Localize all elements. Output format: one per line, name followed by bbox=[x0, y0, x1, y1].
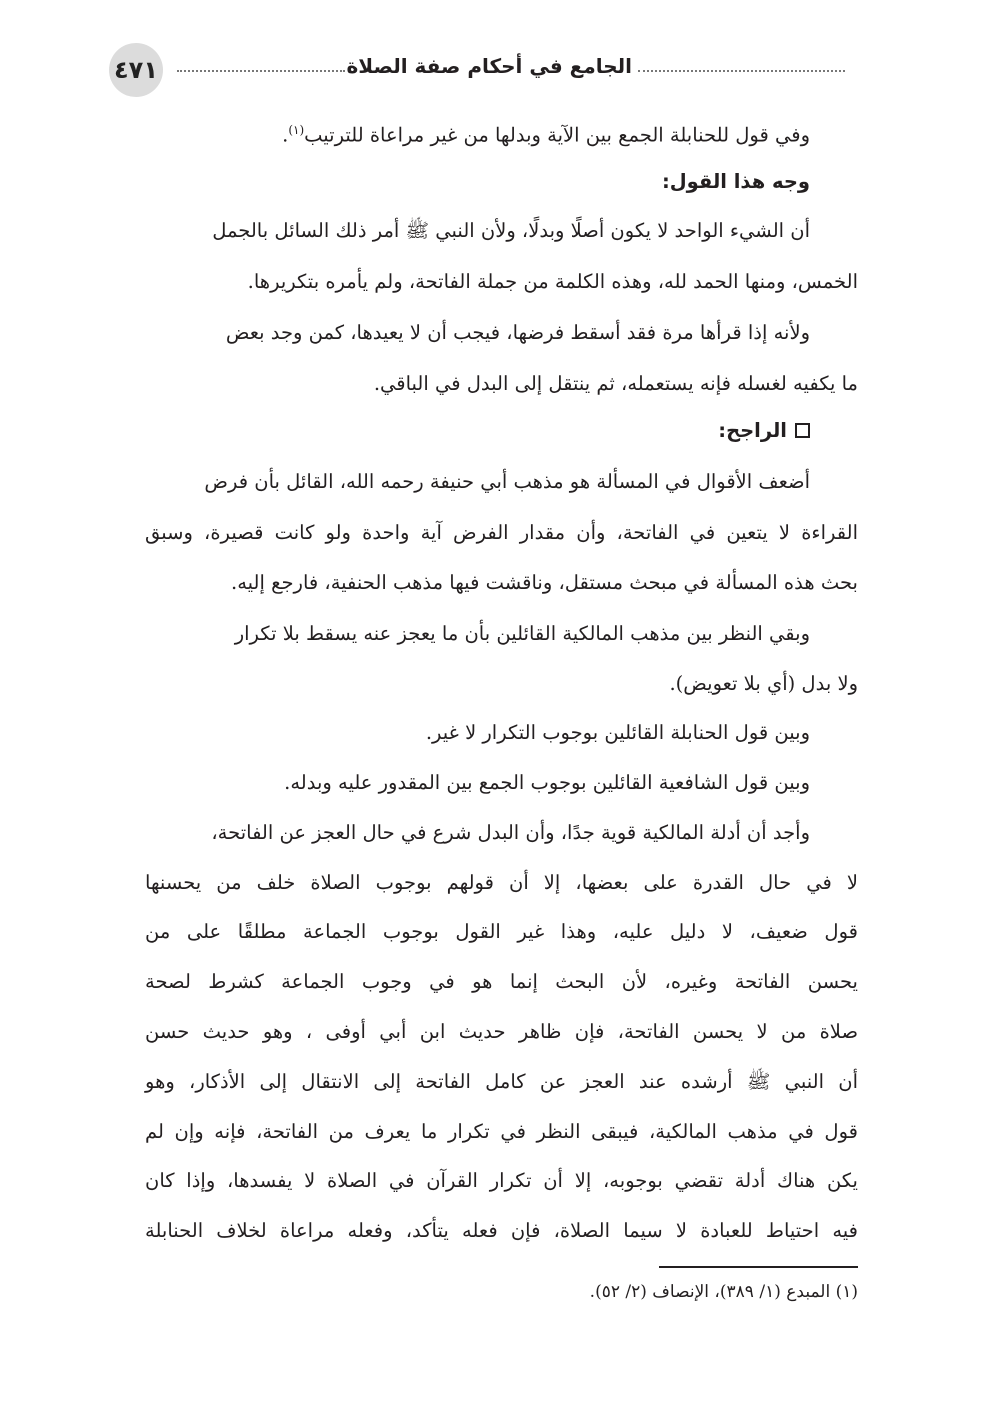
paragraph-line: القراءة لا يتعين في الفاتحة، وأن مقدار الفرض آية واحدة ولو كانت قصيرة، وسبق bbox=[145, 521, 858, 544]
paragraph-line: وبين قول الحنابلة القائلين بوجوب التكرار لا غير. bbox=[425, 721, 810, 744]
paragraph-line: وأجد أن أدلة المالكية قوية جدًا، وأن البدل شرع في حال العجز عن الفاتحة، bbox=[211, 821, 810, 844]
paragraph-line: ما يكفيه لغسله فإنه يستعمله، ثم ينتقل إلى البدل في الباقي. bbox=[373, 372, 858, 395]
paragraph-line: يحسن الفاتحة وغيره، لأن البحث إنما هو في وجوب الجماعة كشرط لصحة bbox=[145, 970, 858, 993]
paragraph-line: بحث هذه المسألة في مبحث مستقل، وناقشت فيها مذهب الحنفية، فارجع إليه. bbox=[231, 571, 858, 594]
paragraph-line: قول ضعيف، لا دليل عليه، وهذا غير القول بوجوب الجماعة مطلقًا على من bbox=[145, 920, 858, 943]
paragraph-line: ولا بدل (أي بلا تعويض). bbox=[669, 672, 858, 695]
footnote: (١) المبدع (١/ ٣٨٩)، الإنصاف (٢/ ٥٢). bbox=[589, 1282, 858, 1302]
paragraph-line: قول في مذهب المالكية، فيبقى النظر في تكرار ما يعرف من الفاتحة، فإنه وإن لم bbox=[145, 1120, 858, 1143]
paragraph-line: وبين قول الشافعية القائلين بوجوب الجمع بين المقدور عليه وبدله. bbox=[284, 771, 810, 794]
header-dotted-rule-left bbox=[177, 70, 345, 72]
footnote-reference[interactable]: (١) bbox=[288, 123, 305, 137]
paragraph-line: فيه احتياط للعبادة لا سيما الصلاة، فإن فعله يتأكد، وفعله مراعاة لخلاف الحنابلة bbox=[145, 1219, 858, 1242]
paragraph-line bbox=[145, 115, 810, 151]
paragraph-line: أن النبي ﷺ أرشده عند العجز عن كامل الفاتحة إلى الانتقال إلى الأذكار، وهو bbox=[145, 1070, 858, 1093]
paragraph-line: لا في حال القدرة على بعضها، إلا أن قولهم بوجوب الصلاة خلف من يحسنها bbox=[145, 871, 858, 894]
page-number: ٤٧١ bbox=[109, 43, 163, 97]
paragraph-line: صلاة من لا يحسن الفاتحة، فإن ظاهر حديث ابن أبي أوفى ، وهو حديث حسن bbox=[145, 1020, 858, 1043]
section-heading-conclusion bbox=[145, 416, 810, 446]
section-heading: وجه هذا القول: bbox=[661, 170, 810, 193]
running-header-title: الجامع في أحكام صفة الصلاة bbox=[346, 54, 632, 78]
paragraph-line: أن الشيء الواحد لا يكون أصلًا وبدلًا، ولأن النبي ﷺ أمر ذلك السائل بالجمل bbox=[212, 219, 810, 242]
paragraph-line: الخمس، ومنها الحمد لله، وهذه الكلمة من جملة الفاتحة، ولم يأمره بتكريرها. bbox=[247, 270, 858, 293]
header-dotted-rule-right bbox=[638, 70, 845, 72]
paragraph-line: ولأنه إذا قرأها مرة فقد أسقط فرضها، فيجب أن لا يعيدها، كمن وجد بعض bbox=[225, 321, 810, 344]
paragraph-line: يكن هناك أدلة تقضي بوجوبه، إلا أن تكرار القرآن في الصلاة لا يفسدها، وإذا كان bbox=[145, 1169, 858, 1192]
footnote-separator bbox=[659, 1266, 858, 1268]
heading-text: الراجح: bbox=[718, 419, 787, 442]
line-text: وفي قول للحنابلة الجمع بين الآية وبدلها من غير مراعاة للترتيب bbox=[304, 123, 810, 147]
checkbox-icon bbox=[795, 423, 810, 438]
paragraph-line: أضعف الأقوال في المسألة هو مذهب أبي حنيفة رحمه الله، القائل بأن فرض bbox=[204, 470, 810, 493]
line-end: . bbox=[282, 123, 289, 147]
paragraph-line: وبقي النظر بين مذهب المالكية القائلين بأن ما يعجز عنه يسقط بلا تكرار bbox=[234, 622, 810, 645]
